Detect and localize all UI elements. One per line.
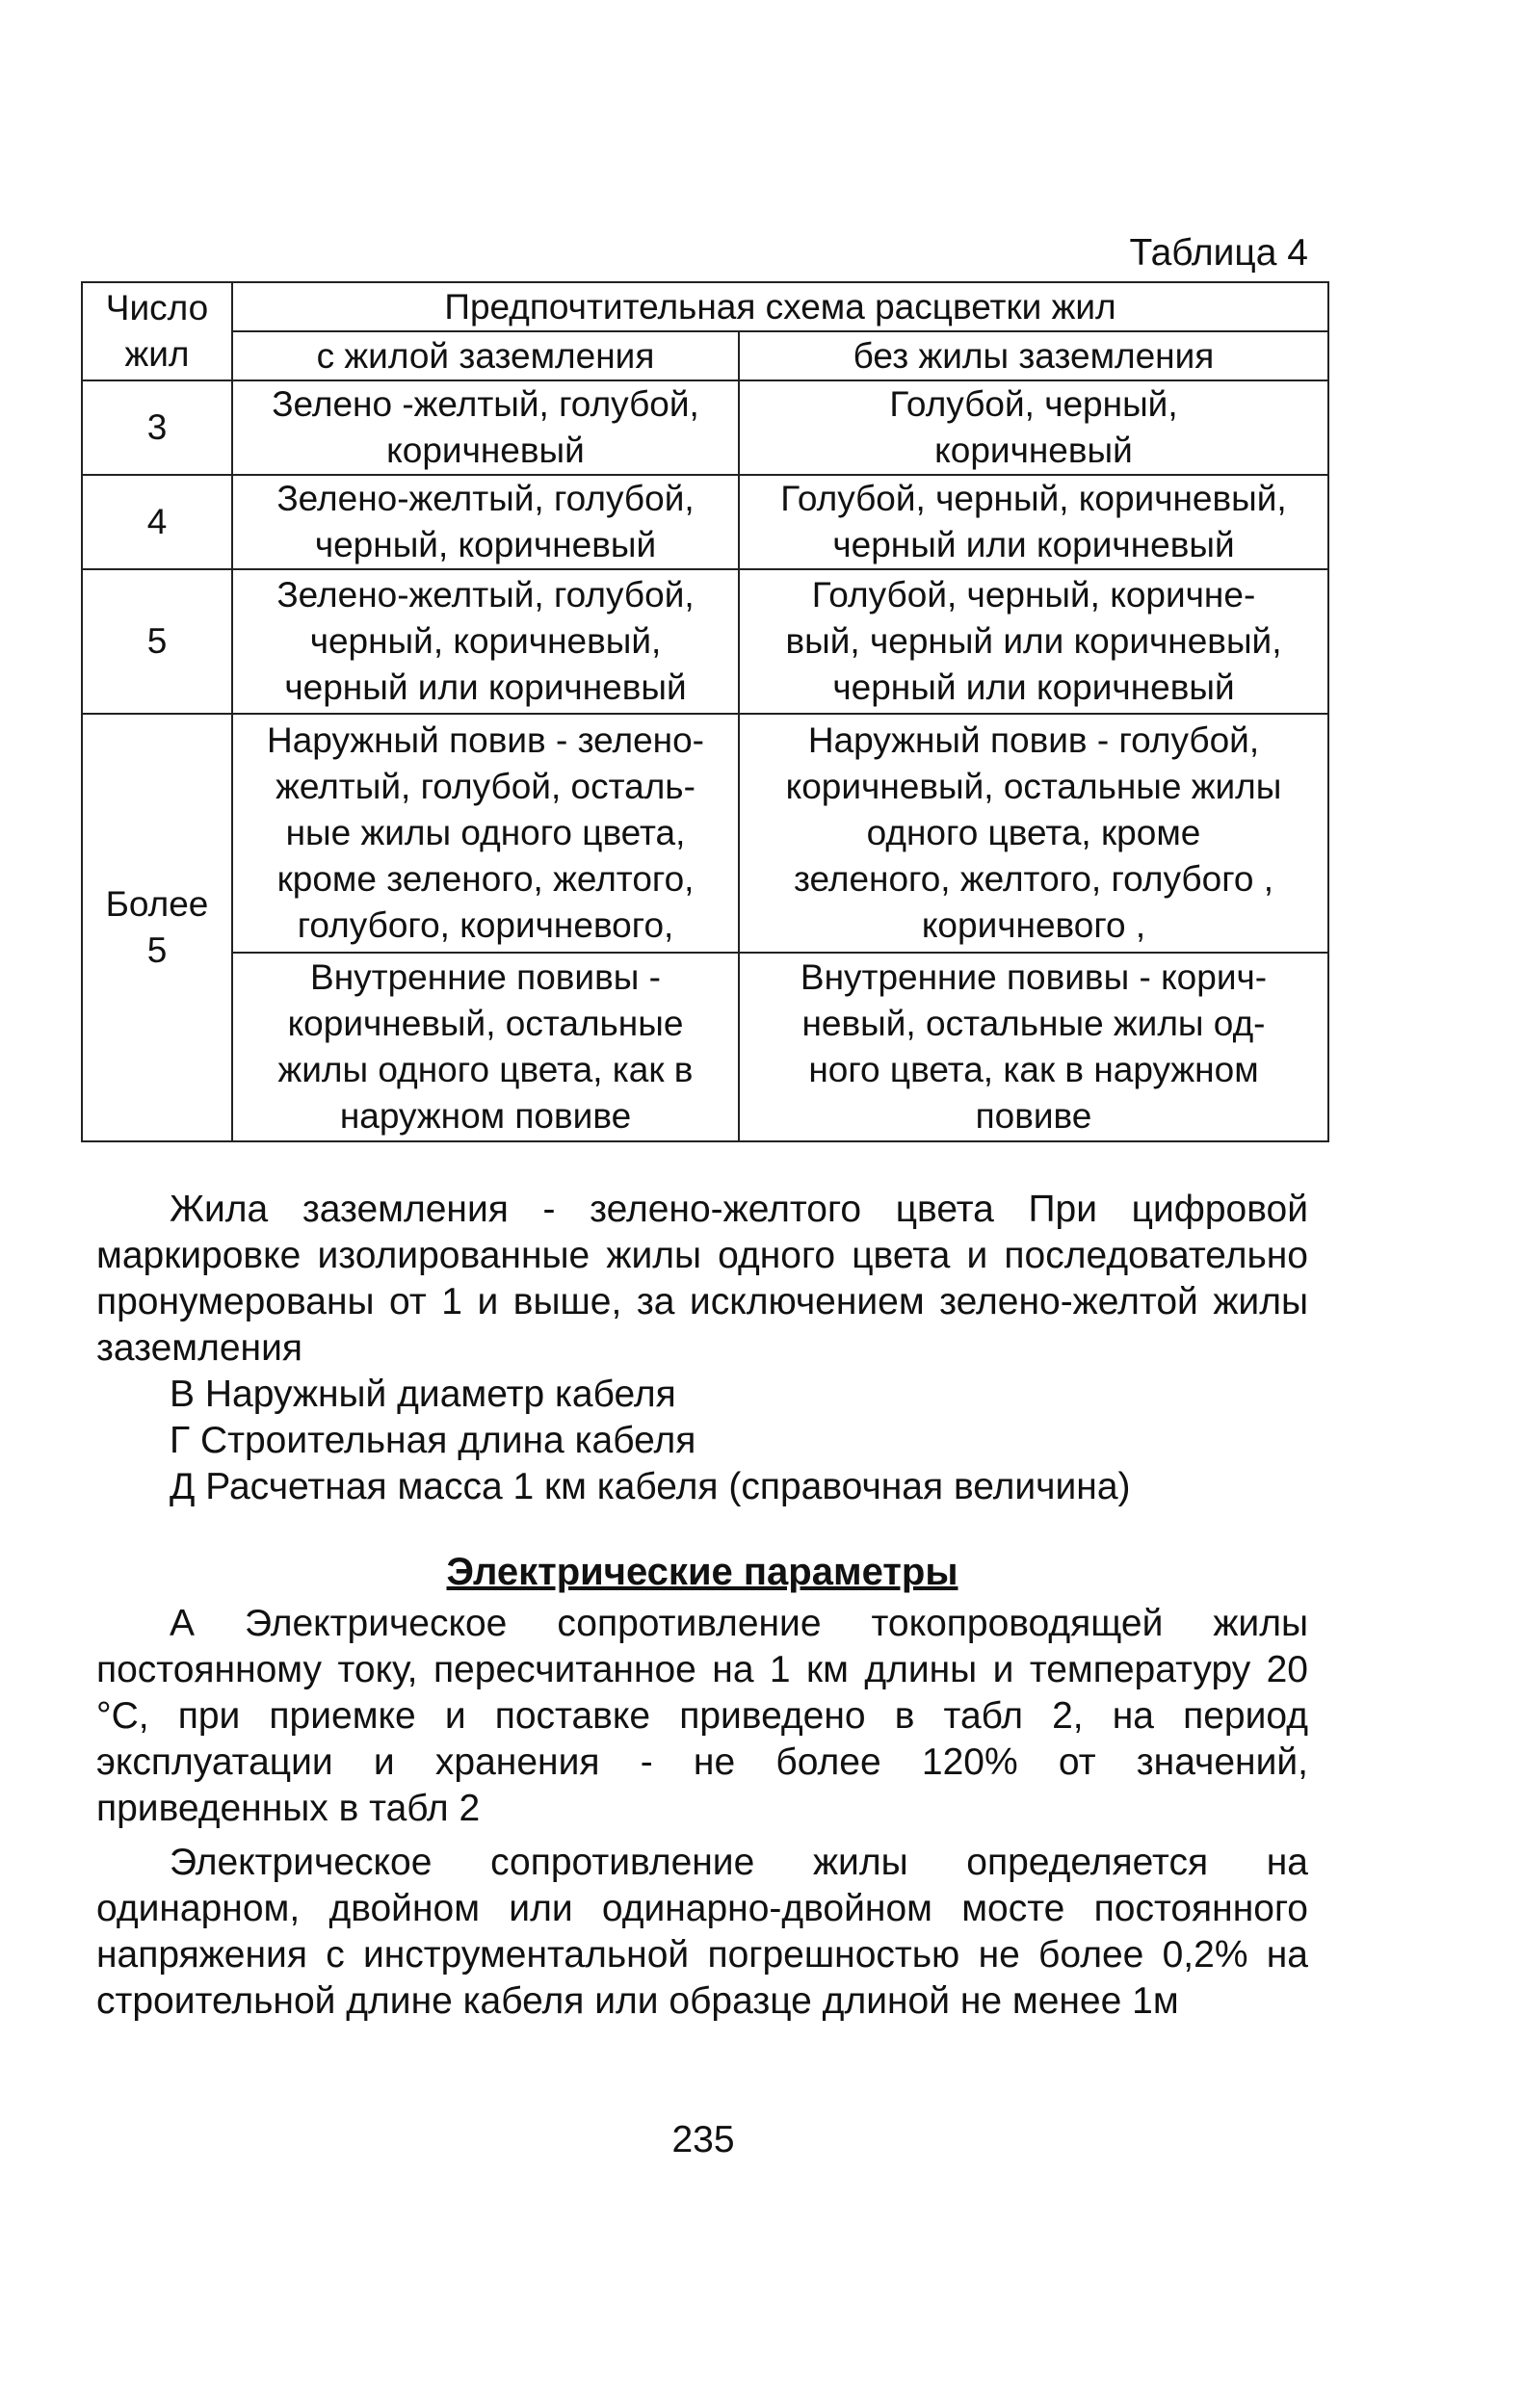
body-block-2 [96,1601,1308,2025]
table-row [82,569,1328,714]
paragraph-resistance: А Электрическое сопротивление токопроводящей жилы постоянному току, пересчитанное на 1 км длины и температуру 20 °С, при приемке и поставке приведено в табл 2, на период эксплуатации и хранения - не более 120% от значений, приведенных в табл 2 [96,1603,1308,1829]
cell-with-ground: Зелено -желтый, голубой, коричневый [232,380,739,475]
cell-without-ground-outer: Наружный повив - голубой, коричневый, остальные жилы одного цвета, кроме зеленого, желтого, голубого , коричневого , [739,714,1328,953]
table-row [82,380,1328,475]
cell-count: 5 [82,569,232,714]
cell-count: 3 [82,380,232,475]
cell-without-ground: Голубой, черный, коричне- вый, черный или коричневый, черный или коричневый [739,569,1328,714]
cell-without-ground: Голубой, черный, коричневый [739,380,1328,475]
list-item-d: Д Расчетная масса 1 км кабеля (справочная величина) [170,1466,1131,1507]
wire-color-table [81,281,1329,1142]
cell-with-ground: Зелено-желтый, голубой, черный, коричневый, черный или коричневый [232,569,739,714]
cell-count: Более 5 [82,714,232,1141]
table-row [82,714,1328,953]
table-row [82,475,1328,569]
header-without-ground: без жилы заземления [739,331,1328,380]
cell-without-ground: Голубой, черный, коричневый, черный или коричневый [739,475,1328,569]
cell-count: 4 [82,475,232,569]
page-number: 235 [671,2119,735,2160]
table-row [82,953,1328,1141]
paragraph-measurement: Электрическое сопротивление жилы определяется на одинарном, двойном или одинарно-двойном мосте постоянного напряжения с инструментальной погрешностью не более 0,2% на строительной длине кабеля или образце длиной не менее 1м [96,1842,1308,2022]
body-block-1 [96,1187,1308,1510]
list-item-v: В Наружный диаметр кабеля [170,1374,676,1415]
section-title: Электрические параметры [446,1551,958,1593]
cell-with-ground-inner: Внутренние повивы - коричневый, остальные жилы одного цвета, как в наружном повиве [232,953,739,1141]
cell-with-ground-outer: Наружный повив - зелено- желтый, голубой, осталь- ные жилы одного цвета, кроме зеленого, желтого, голубого, коричневого, [232,714,739,953]
cell-with-ground: Зелено-желтый, голубой, черный, коричневый [232,475,739,569]
list-item-g: Г Строительная длина кабеля [170,1420,696,1461]
header-wire-count: Число жил [82,282,232,380]
header-color-scheme: Предпочтительная схема расцветки жил [232,282,1328,331]
cell-without-ground-inner: Внутренние повивы - корич- невый, остальные жилы од- ного цвета, как в наружном повиве [739,953,1328,1141]
paragraph-ground-wire: Жила заземления - зелено-желтого цвета При цифровой маркировке изолированные жилы одного цвета и последовательно пронумерованы от 1 и выше, за исключением зелено-желтой жилы заземления [96,1189,1308,1369]
table-caption: Таблица 4 [1129,232,1308,274]
header-with-ground: с жилой заземления [232,331,739,380]
